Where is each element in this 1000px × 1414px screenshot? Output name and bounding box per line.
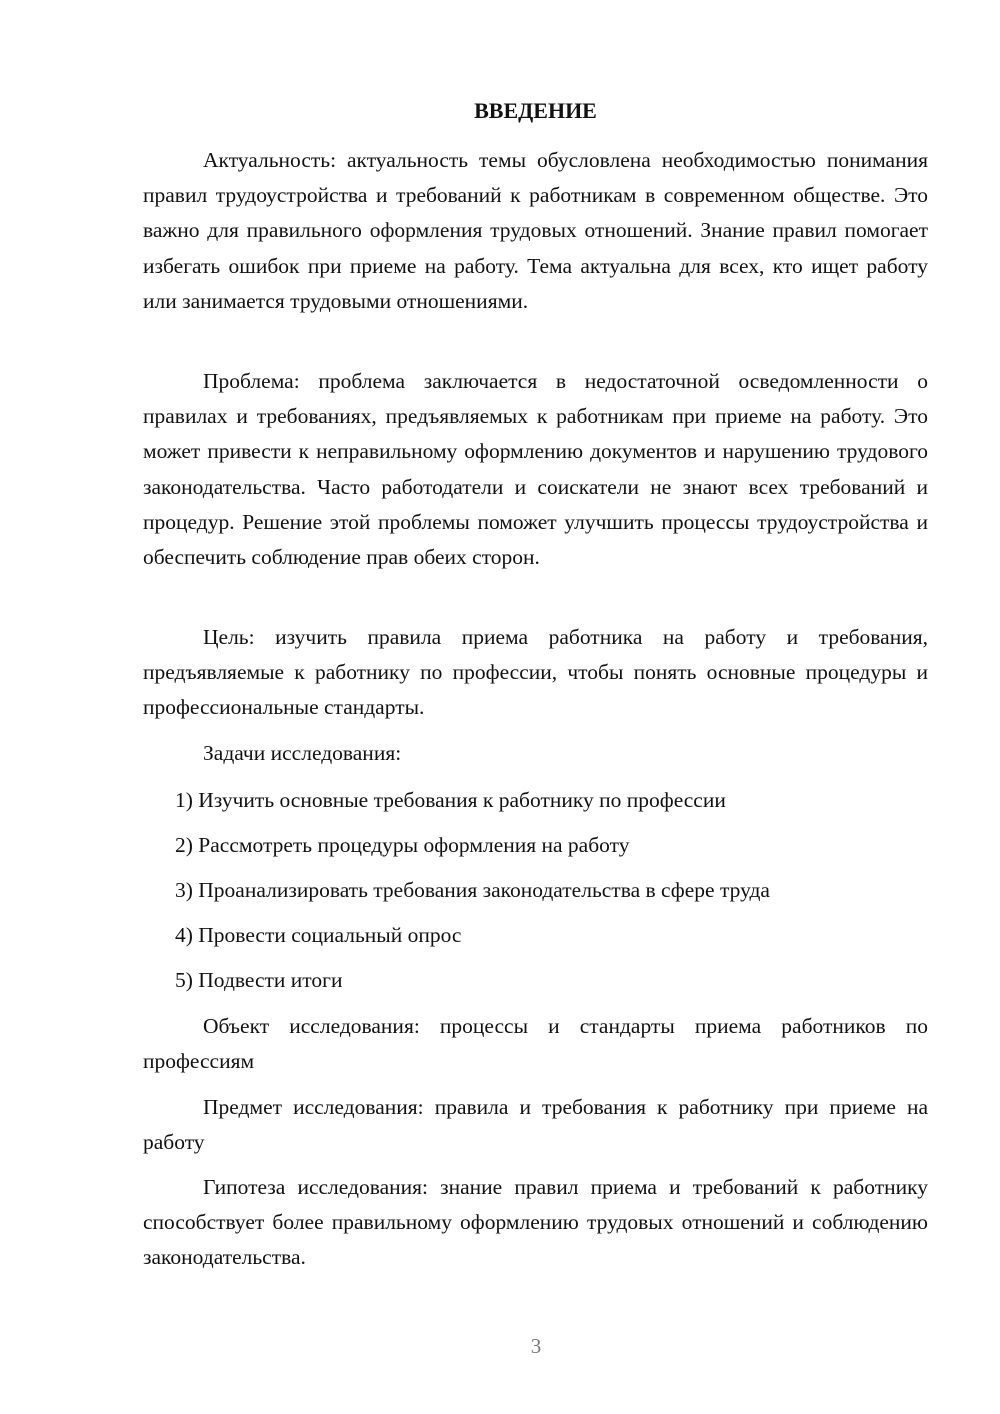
paragraph-goal: Цель: изучить правила приема работника на работу и требования, предъявляемые к работнику по профессии, чтобы понять основные процедуры и профессиональные стандарты. xyxy=(143,625,928,720)
paragraph-subject: Предмет исследования: правила и требования к работнику при приеме на работу xyxy=(143,1095,928,1155)
paragraph-hypothesis: Гипотеза исследования: знание правил приема и требований к работнику способствует более правильному оформлению трудовых отношений и соблюдению законодательства. xyxy=(143,1175,928,1270)
tasks-heading: Задачи исследования: xyxy=(203,741,402,765)
task-item-2: 2) Рассмотреть процедуры оформления на работу xyxy=(175,833,630,857)
task-item-3: 3) Проанализировать требования законодательства в сфере труда xyxy=(175,878,770,902)
paragraph-object: Объект исследования: процессы и стандарты приема работников по профессиям xyxy=(143,1014,928,1074)
page-number: 3 xyxy=(530,1334,542,1358)
paragraph-problem: Проблема: проблема заключается в недостаточной осведомленности о правилах и требованиях, предъявляемых к работникам при приеме на работу. Это может привести к неправильному оформлению документов и нарушению трудового законодательства. Часто работодатели и соискатели не знают всех требований и процедур. Решение этой проблемы поможет улучшить процессы трудоустройства и обеспечить соблюдение прав обеих сторон. xyxy=(143,369,928,570)
task-item-4: 4) Провести социальный опрос xyxy=(175,923,462,947)
task-item-1: 1) Изучить основные требования к работнику по профессии xyxy=(175,788,726,812)
page-title: ВВЕДЕНИЕ xyxy=(474,98,597,123)
paragraph-relevance: Актуальность: актуальность темы обусловлена необходимостью понимания правил трудоустройства и требований к работникам в современном обществе. Это важно для правильного оформления трудовых отношений. Знание правил помогает избегать ошибок при приеме на работу. Тема актуальна для всех, кто ищет работу или занимается трудовыми отношениями. xyxy=(143,148,928,313)
task-item-5: 5) Подвести итоги xyxy=(175,968,343,992)
